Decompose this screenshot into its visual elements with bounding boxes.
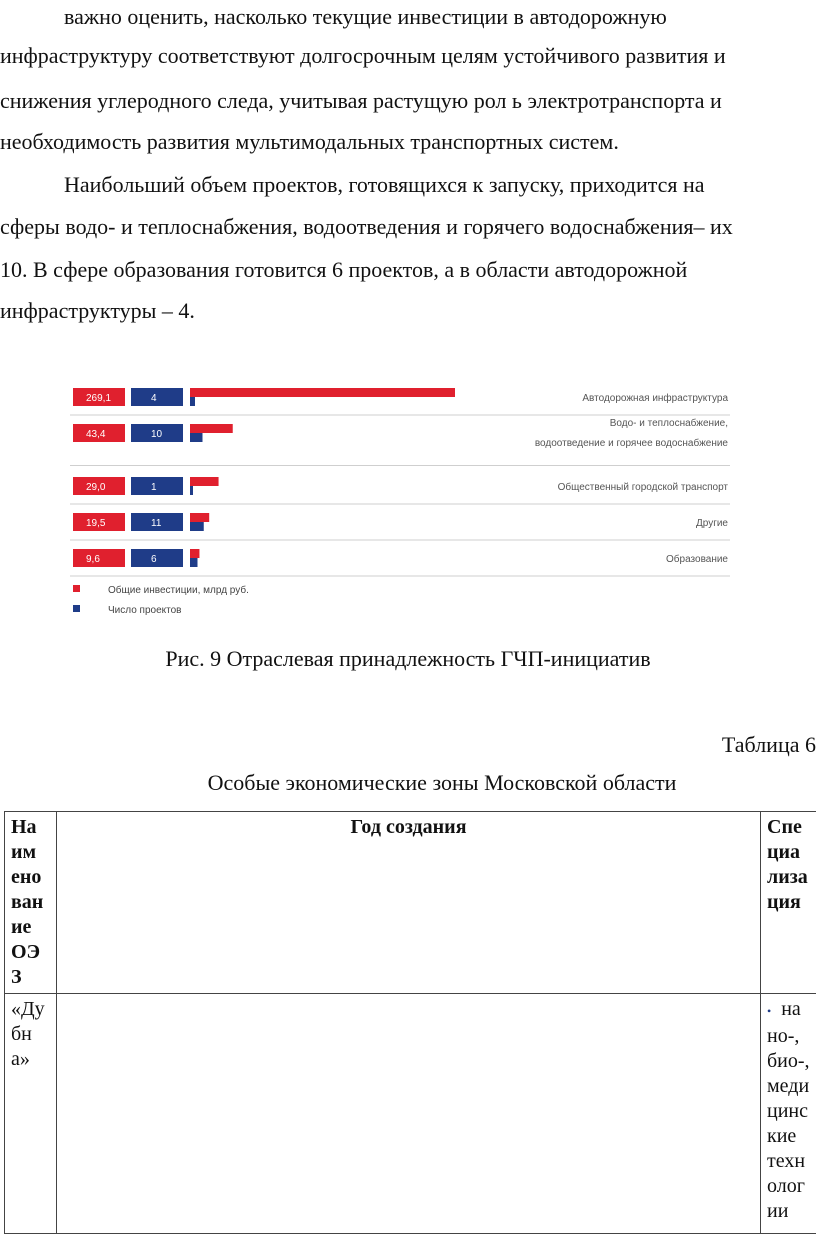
investment-bar — [190, 549, 199, 558]
projects-value-label: 1 — [151, 482, 157, 493]
category-label: Общественный городской транспорт — [558, 481, 729, 493]
projects-value-label: 6 — [151, 554, 157, 565]
projects-bar — [190, 486, 193, 495]
legend-label: Число проектов — [108, 605, 181, 616]
cell-name: «Дубна» — [5, 994, 57, 1234]
table-title: Особые экономические зоны Московской области — [0, 770, 816, 796]
header-name: На им ено ван ие ОЭ З — [5, 812, 57, 994]
projects-value-box — [131, 388, 183, 406]
investment-bar — [190, 513, 209, 522]
investment-bar — [190, 424, 233, 433]
investment-value-label: 43,4 — [86, 429, 106, 440]
projects-value-box — [131, 549, 183, 567]
investment-value-label: 269,1 — [86, 393, 111, 404]
category-label: водоотведение и горячее водоснабжение — [535, 437, 729, 449]
investment-value-label: 9,6 — [86, 554, 100, 565]
header-year: Год создания — [57, 812, 761, 994]
header-specialization: Спе циа лиза ция — [761, 812, 816, 994]
investment-bar — [190, 477, 219, 486]
category-label: Образование — [666, 553, 728, 565]
projects-value-label: 11 — [151, 518, 162, 529]
paragraph-1-line-1: важно оценить, насколько текущие инвестиции в автодорожную — [64, 4, 667, 30]
projects-value-label: 10 — [151, 429, 163, 440]
legend-swatch — [73, 585, 80, 592]
paragraph-2-line-2: сферы водо- и теплоснабжения, водоотведения и горячего водоснабжения– их — [0, 214, 733, 240]
projects-value-box — [131, 477, 183, 495]
paragraph-2-line-1: Наибольший объем проектов, готовящихся к запуску, приходится на — [64, 172, 705, 198]
projects-value-label: 4 — [151, 393, 157, 404]
bullet-icon: • — [767, 1004, 771, 1018]
projects-bar — [190, 397, 195, 406]
category-label: Автодорожная инфраструктура — [582, 392, 728, 404]
oez-table — [4, 811, 816, 1234]
projects-bar — [190, 433, 203, 442]
sector-chart — [0, 370, 816, 620]
legend-label: Общие инвестиции, млрд руб. — [108, 584, 249, 596]
category-label: Водо- и теплоснабжение, — [610, 417, 728, 429]
investment-bar — [190, 388, 455, 397]
paragraph-1-line-2: инфраструктуру соответствуют долгосрочным целям устойчивого развития и — [0, 43, 726, 69]
projects-bar — [190, 558, 198, 567]
paragraph-1-line-4: необходимость развития мультимодальных транспортных систем. — [0, 129, 619, 155]
figure-caption: Рис. 9 Отраслевая принадлежность ГЧП-инициатив — [0, 646, 816, 672]
paragraph-2-line-3: 10. В сфере образования готовится 6 проектов, а в области автодорожной — [0, 257, 687, 283]
paragraph-1-line-3: снижения углеродного следа, учитывая растущую рол ь электротранспорта и — [0, 88, 722, 114]
cell-specialization — [761, 994, 816, 1234]
legend-swatch — [73, 605, 80, 612]
projects-bar — [190, 522, 204, 531]
table-number: Таблица 6 — [722, 732, 816, 758]
table-row — [5, 994, 816, 1234]
sector-chart-svg — [0, 370, 816, 620]
paragraph-2-line-4: инфраструктуры – 4. — [0, 298, 195, 324]
investment-value-label: 19,5 — [86, 518, 106, 529]
table-header-row — [5, 812, 816, 994]
investment-value-label: 29,0 — [86, 482, 106, 493]
category-label: Другие — [696, 518, 728, 529]
specialization-text: нано-, био-, медицинские технологии — [767, 998, 810, 1222]
cell-year — [57, 994, 761, 1234]
